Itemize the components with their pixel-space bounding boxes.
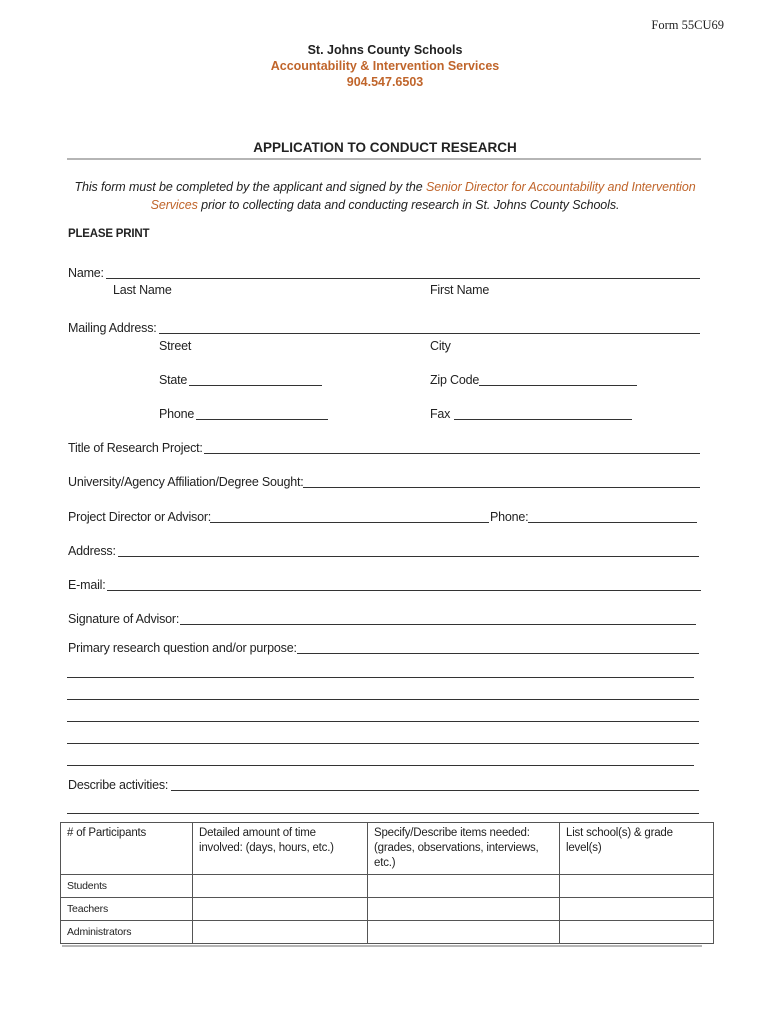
table-cell[interactable] bbox=[368, 875, 560, 898]
describe-activities-line-2[interactable] bbox=[67, 813, 699, 814]
street-caption: Street bbox=[159, 339, 192, 353]
table-header-cell: Detailed amount of time involved: (days, hours, etc.) bbox=[193, 823, 368, 875]
table-row bbox=[61, 921, 714, 944]
department-name: Accountability & Intervention Services bbox=[270, 59, 500, 73]
fax-label: Fax bbox=[430, 407, 451, 421]
describe-activities-field[interactable] bbox=[171, 790, 699, 791]
mailing-address-label: Mailing Address: bbox=[68, 321, 157, 335]
state-field[interactable] bbox=[189, 385, 322, 386]
participants-table bbox=[60, 822, 714, 944]
intro-text bbox=[70, 178, 700, 214]
row-label-teachers: Teachers bbox=[61, 898, 193, 921]
last-name-caption: Last Name bbox=[113, 283, 172, 297]
primary-question-line-2[interactable] bbox=[67, 677, 694, 678]
primary-question-line-6[interactable] bbox=[67, 765, 694, 766]
research-title-field[interactable] bbox=[204, 453, 700, 454]
address-field[interactable] bbox=[118, 556, 699, 557]
table-cell[interactable] bbox=[560, 921, 714, 944]
director-field[interactable] bbox=[210, 522, 489, 523]
table-cell[interactable] bbox=[560, 875, 714, 898]
phone-field[interactable] bbox=[196, 419, 328, 420]
table-header-row bbox=[61, 823, 714, 875]
research-title-label: Title of Research Project: bbox=[68, 441, 203, 455]
primary-question-line-4[interactable] bbox=[67, 721, 699, 722]
affiliation-label: University/Agency Affiliation/Degree Sought: bbox=[68, 475, 304, 489]
address-label: Address: bbox=[68, 544, 116, 558]
table-cell[interactable] bbox=[193, 875, 368, 898]
form-title: APPLICATION TO CONDUCT RESEARCH bbox=[253, 140, 517, 155]
describe-activities-label: Describe activities: bbox=[68, 778, 169, 792]
table-cell[interactable] bbox=[560, 898, 714, 921]
director-label: Project Director or Advisor: bbox=[68, 510, 212, 524]
please-print-label: PLEASE PRINT bbox=[68, 228, 150, 240]
zip-field[interactable] bbox=[479, 385, 637, 386]
primary-question-field[interactable] bbox=[297, 653, 699, 654]
first-name-caption: First Name bbox=[430, 283, 490, 297]
table-cell[interactable] bbox=[368, 921, 560, 944]
table-cell[interactable] bbox=[368, 898, 560, 921]
director-phone-label: Phone: bbox=[490, 510, 529, 524]
primary-question-line-3[interactable] bbox=[67, 699, 699, 700]
table-header-cell: # of Participants bbox=[61, 823, 193, 875]
intro-highlight: Senior Director for Accountability and Intervention Services bbox=[150, 180, 696, 212]
signature-field[interactable] bbox=[180, 624, 696, 625]
table-row bbox=[61, 875, 714, 898]
form-number: Form 55CU69 bbox=[651, 18, 724, 32]
name-field[interactable] bbox=[106, 278, 700, 279]
bottom-rule bbox=[62, 945, 702, 947]
table-row bbox=[61, 898, 714, 921]
city-caption: City bbox=[430, 339, 451, 353]
affiliation-field[interactable] bbox=[303, 487, 700, 488]
department-phone: 904.547.6503 bbox=[346, 75, 424, 89]
org-name: St. Johns County Schools bbox=[307, 43, 463, 57]
zip-label: Zip Code bbox=[430, 373, 480, 387]
table-cell[interactable] bbox=[193, 921, 368, 944]
row-label-administrators: Administrators bbox=[61, 921, 193, 944]
table-header-cell: List school(s) & grade level(s) bbox=[560, 823, 714, 875]
phone-label: Phone bbox=[159, 407, 195, 421]
primary-question-line-5[interactable] bbox=[67, 743, 699, 744]
director-phone-field[interactable] bbox=[528, 522, 697, 523]
title-rule bbox=[67, 158, 701, 160]
signature-label: Signature of Advisor: bbox=[68, 612, 180, 626]
state-label: State bbox=[159, 373, 188, 387]
mailing-address-field[interactable] bbox=[159, 333, 700, 334]
email-field[interactable] bbox=[107, 590, 701, 591]
row-label-students: Students bbox=[61, 875, 193, 898]
primary-question-label: Primary research question and/or purpose: bbox=[68, 641, 297, 655]
intro-part1: This form must be completed by the applicant and signed by the bbox=[74, 180, 426, 194]
table-cell[interactable] bbox=[193, 898, 368, 921]
intro-part2: prior to collecting data and conducting research in St. Johns County Schools. bbox=[197, 198, 620, 212]
email-label: E-mail: bbox=[68, 578, 106, 592]
fax-field[interactable] bbox=[454, 419, 632, 420]
table-header-cell: Specify/Describe items needed: (grades, observations, interviews, etc.) bbox=[368, 823, 560, 875]
name-label: Name: bbox=[68, 266, 104, 280]
